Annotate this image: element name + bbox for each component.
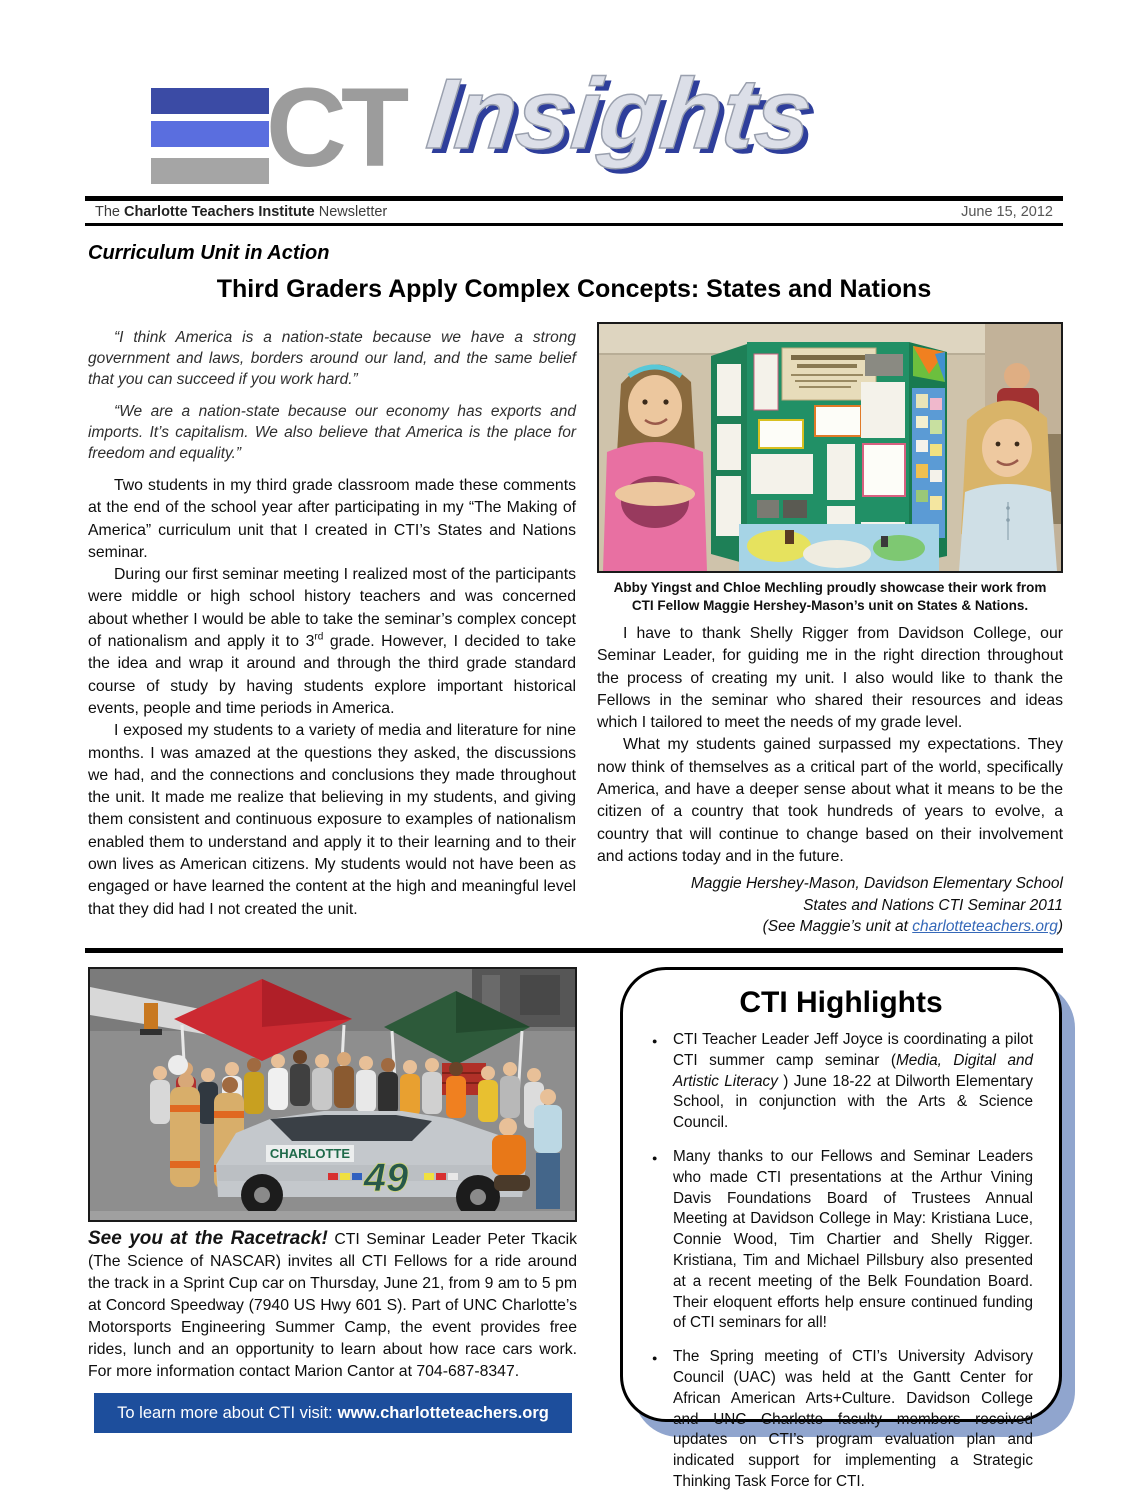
highlight-item-2: ● Many thanks to our Fellows and Seminar Leaders who made CTI presentations at the Arthur Vining Davis Foundations Board of Trustees Annual Meeting at Davidson College in May: Kristiana Luce, Connie Wood, Tim Chartier and Shelly Rigger. Kristiana, Tim and Michael Pillsbury also presented at a recent meeting of the Belk Foundation Board. Their eloquent efforts help ensure continued funding of CTI seminars for all! <box>669 1147 1033 1334</box>
highlight-1-seminar-name: Media, Digital and Artistic Literacy <box>673 1051 1033 1090</box>
racetrack-photo-art <box>90 969 575 1220</box>
left-paragraph-3: I exposed my students to a variety of media and literature for nine months. I was amazed at the questions they asked, the discussions we had, and the connections and conclusions they made throughout the unit. It made me realize that believing in my students, and giving them consistent and continuous exposure to examples of nationalism enabled them to understand and apply it to their learning and to their own lives as American citizens. My students would not have been as engaged or have learned the content at the high and meaningful level that they did had I not created the unit. <box>88 722 576 918</box>
charlotteteachers-link[interactable]: charlotteteachers.org <box>912 918 1058 936</box>
highlight-item-3: ● The Spring meeting of CTI’s University Advisory Council (UAC) was held at the Gantt Center for African American Arts+Culture. Davidson College and UNC Charlotte faculty members received updates on CTI’s program evaluation plan and indicated support for implementing a Strategic Thinking Task Force for CTI. <box>669 1347 1033 1493</box>
right-paragraph-1: I have to thank Shelly Rigger from Davidson College, our Seminar Leader, for guiding me in the right direction throughout the process of creating my unit. I also would like to thank the Fellows in the seminar who shared their resources and ideas which I tailored to meet the needs of my grade level. <box>597 625 1063 732</box>
logo-bar-light-blue <box>151 121 269 147</box>
right-student <box>959 400 1057 571</box>
racetrack-photo <box>88 967 577 1222</box>
car-side-text: CHARLOTTE <box>269 1146 351 1161</box>
logo-insights-text: Insights <box>422 58 818 170</box>
section-divider <box>85 948 1063 953</box>
footer-url[interactable]: www.charlotteteachers.org <box>337 1403 549 1422</box>
newsletter-name-suffix: Newsletter <box>314 204 388 220</box>
footer-cta-bar <box>94 1393 572 1433</box>
highlights-title: CTI Highlights <box>739 986 943 1019</box>
article-left-column <box>88 327 576 921</box>
triangle-artwork <box>913 346 945 382</box>
highlight-1-cont: ) June 18-22 at Dilworth Elementary School, in conjunction with the Arts & Science Council. <box>673 1072 1034 1132</box>
logo-bar-dark-blue <box>151 88 269 114</box>
racetrack-body: CTI Seminar Leader Peter Tkacik (The Science of NASCAR) invites all CTI Fellows for a ride around the track in a Sprint Cup car on Thursday, June 21, from 9 am to 5 pm at Concord Speedway (7940 US Hwy 601 S). Part of UNC Charlotte’s Motorsports Engineering Summer Camp, the event provides free rides, lunch and an opportunity to learn about how race cars work. For more information contact Marion Cantor at 704-687-8347. <box>88 1231 578 1380</box>
car-number: 49 <box>363 1156 409 1200</box>
left-paragraph-2 <box>88 564 576 720</box>
ordinal-superscript: rd <box>314 631 324 643</box>
hand-drawn-map <box>739 524 939 571</box>
section-kicker: Curriculum Unit in Action <box>88 242 330 264</box>
newsletter-name <box>95 204 387 220</box>
left-paragraph-1: Two students in my third grade classroom made these comments at the end of the school year after participating in my “The Making of America” curriculum unit that I created in CTI’s States and Nations seminar. <box>88 477 576 561</box>
article-title: Third Graders Apply Complex Concepts: States and Nations <box>216 275 932 303</box>
attribution-link-line <box>597 916 1063 938</box>
racetrack-paragraph <box>88 1228 577 1383</box>
highlights-list <box>649 1030 1033 1493</box>
logo-bar-gray <box>151 158 269 184</box>
author-attribution <box>597 873 1063 938</box>
photo-caption-line2: CTI Fellow Maggie Hershey-Mason’s unit on States & Nations. <box>631 597 1029 613</box>
cti-highlights-box <box>620 967 1062 1490</box>
students-display-photo-art <box>599 324 1061 571</box>
logo-ct-text: CT <box>266 65 404 190</box>
org-name: Charlotte Teachers Institute <box>124 204 315 220</box>
racetrack-photo-block <box>88 967 577 1222</box>
cti-logo-bars <box>151 88 269 184</box>
student-quote-1: “I think America is a nation-state because we have a strong government and laws, borders around our land, and the same belief that you can succeed if you work hard.” <box>88 329 576 388</box>
right-paragraph-2: What my students gained surpassed my expectations. They now think of themselves as a critical part of the world, specifically America, and have a deeper sense about what it means to be the citizen of a country that took hundreds of years to evolve, a country that will continue to change based on their involvement and actions today and in the future. <box>597 736 1063 865</box>
blue-panel <box>912 388 945 538</box>
attribution-link-suffix: ) <box>1057 918 1063 936</box>
photo-caption <box>597 579 1063 614</box>
highlight-1-text: CTI Teacher Leader Jeff Joyce is coordinating a pilot CTI summer camp seminar ( <box>673 1031 1033 1069</box>
masthead-infobar <box>85 196 1063 226</box>
racetrack-lead: See you at the Racetrack! <box>88 1228 328 1249</box>
attribution-seminar: States and Nations CTI Seminar 2011 <box>803 896 1063 914</box>
man-light-blue-shirt <box>534 1089 562 1209</box>
article-right-column <box>597 322 1063 938</box>
attribution-author: Maggie Hershey-Mason, Davidson Elementary School <box>690 875 1063 893</box>
attribution-link-prefix: (See Maggie’s unit at <box>762 918 913 936</box>
issue-date: June 15, 2012 <box>961 204 1053 220</box>
student-quote-2: “We are a nation-state because our economy has exports and imports. It’s capitalism. We also believe that America is the place for freedom and equality.” <box>88 403 576 462</box>
left-paragraph-2-text: During our first seminar meeting I realized most of the participants were middle or high school history teachers and was concerned about whether I would be able to take the seminar’s complex concept of nationalism and apply it to 3 <box>88 566 576 651</box>
left-paragraph-2-cont: grade. However, I decided to take the idea and wrap it around and through the third grade standard course of study by having students explore important historical events, people and time periods in America. <box>88 633 576 717</box>
photo-caption-line1: Abby Yingst and Chloe Mechling proudly showcase their work from <box>613 580 1047 595</box>
newsletter-name-prefix: The <box>95 204 125 220</box>
highlight-item-1 <box>669 1030 1033 1134</box>
students-display-photo <box>597 322 1063 573</box>
footer-cta-text: To learn more about CTI visit: <box>117 1403 333 1422</box>
